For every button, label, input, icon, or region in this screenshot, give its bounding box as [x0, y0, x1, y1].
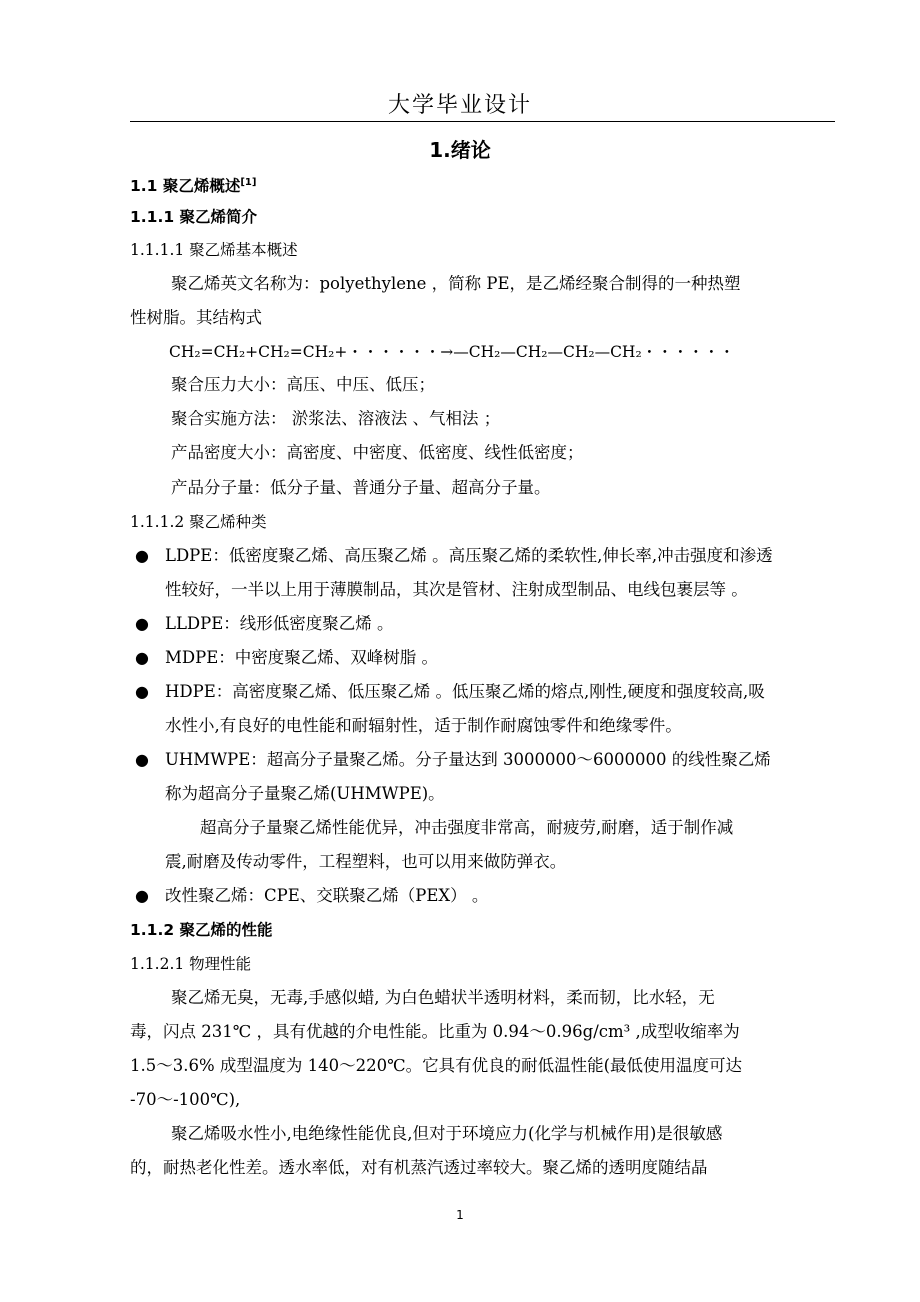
bullet-icon: ●: [135, 648, 149, 667]
list-item-hdpe: HDPE：高密度聚乙烯、低压聚乙烯 。低压聚乙烯的熔点,刚性,硬度和强度较高,吸: [165, 682, 765, 701]
paragraph-line: 毒，闪点 231℃ ，具有优越的介电性能。比重为 0.94～0.96g/cm³ ,成型收缩率为: [130, 1022, 740, 1041]
list-item-lldpe: LLDPE：线形低密度聚乙烯 。: [165, 614, 394, 633]
section-1-1-2-1-heading: 1.1.2.1 物理性能: [130, 955, 252, 973]
uhmwpe-paragraph-line: 超高分子量聚乙烯性能优异，冲击强度非常高，耐疲劳,耐磨，适于制作减: [200, 818, 734, 837]
section-1-1-title: 1.1 聚乙烯概述: [130, 177, 241, 196]
chapter-title: 1.绪论: [429, 138, 491, 162]
uhmwpe-paragraph-line: 震,耐磨及传动零件，工程塑料，也可以用来做防弹衣。: [165, 852, 567, 871]
paragraph-line: 1.5～3.6% 成型温度为 140～220℃。它具有优良的耐低温性能(最低使用温度可达: [130, 1056, 743, 1075]
paragraph-line: 聚乙烯无臭，无毒,手感似蜡, 为白色蜡状半透明材料，柔而韧，比水轻，无: [171, 988, 715, 1007]
paragraph-line: 聚乙烯吸水性小,电绝缘性能优良,但对于环境应力(化学与机械作用)是很敏感: [171, 1124, 723, 1143]
list-item-modified-pe: 改性聚乙烯：CPE、交联聚乙烯（PEX） 。: [165, 886, 489, 905]
citation-ref: [1]: [240, 177, 257, 188]
list-item-uhmwpe: UHMWPE：超高分子量聚乙烯。分子量达到 3000000～6000000 的线性聚乙烯: [165, 750, 771, 769]
list-item-ldpe: LDPE：低密度聚乙烯、高压聚乙烯 。高压聚乙烯的柔软性,伸长率,冲击强度和渗透: [165, 546, 773, 565]
section-1-1-1-2-heading: 1.1.1.2 聚乙烯种类: [130, 513, 267, 531]
paragraph-line: 聚乙烯英文名称为：polyethylene ，简称 PE，是乙烯经聚合制得的一种热塑: [171, 274, 741, 293]
section-1-1-heading: [130, 171, 256, 198]
bullet-icon: ●: [135, 682, 149, 701]
section-1-1-1-1-heading: 1.1.1.1 聚乙烯基本概述: [130, 241, 298, 259]
page-header-title: 大学毕业设计: [387, 93, 532, 118]
list-item-mdpe: MDPE：中密度聚乙烯、双峰树脂 。: [165, 648, 439, 667]
list-item-ldpe-cont: 性较好，一半以上用于薄膜制品，其次是管材、注射成型制品、电线包裹层等 。: [165, 580, 748, 599]
bullet-icon: ●: [135, 886, 149, 905]
paragraph-line: 性树脂。其结构式: [130, 308, 262, 327]
section-1-1-2-heading: 1.1.2 聚乙烯的性能: [130, 921, 273, 939]
section-1-1-1-heading: 1.1.1 聚乙烯简介: [130, 208, 258, 226]
bullet-icon: ●: [135, 546, 149, 565]
list-item-uhmwpe-cont: 称为超高分子量聚乙烯(UHMWPE)。: [165, 784, 445, 803]
page-number: 1: [456, 1208, 464, 1222]
bullet-icon: ●: [135, 614, 149, 633]
bullet-icon: ●: [135, 750, 149, 769]
paragraph-line: 的，耐热老化性差。透水率低，对有机蒸汽透过率较大。聚乙烯的透明度随结晶: [130, 1158, 708, 1177]
classification-method: 聚合实施方法： 淤浆法、溶液法 、气相法 ；: [171, 409, 501, 428]
classification-molecular-weight: 产品分子量：低分子量、普通分子量、超高分子量。: [171, 478, 551, 497]
paragraph-line: -70～-100℃),: [130, 1090, 241, 1109]
header-divider: [130, 121, 835, 122]
structural-formula: CH₂=CH₂+CH₂=CH₂+・・・・・・→—CH₂—CH₂—CH₂—CH₂・・・・・・: [169, 343, 735, 361]
list-item-hdpe-cont: 水性小,有良好的电性能和耐辐射性，适于制作耐腐蚀零件和绝缘零件。: [165, 716, 682, 735]
classification-density: 产品密度大小：高密度、中密度、低密度、线性低密度；: [171, 443, 584, 462]
classification-pressure: 聚合压力大小：高压、中压、低压；: [171, 375, 435, 394]
